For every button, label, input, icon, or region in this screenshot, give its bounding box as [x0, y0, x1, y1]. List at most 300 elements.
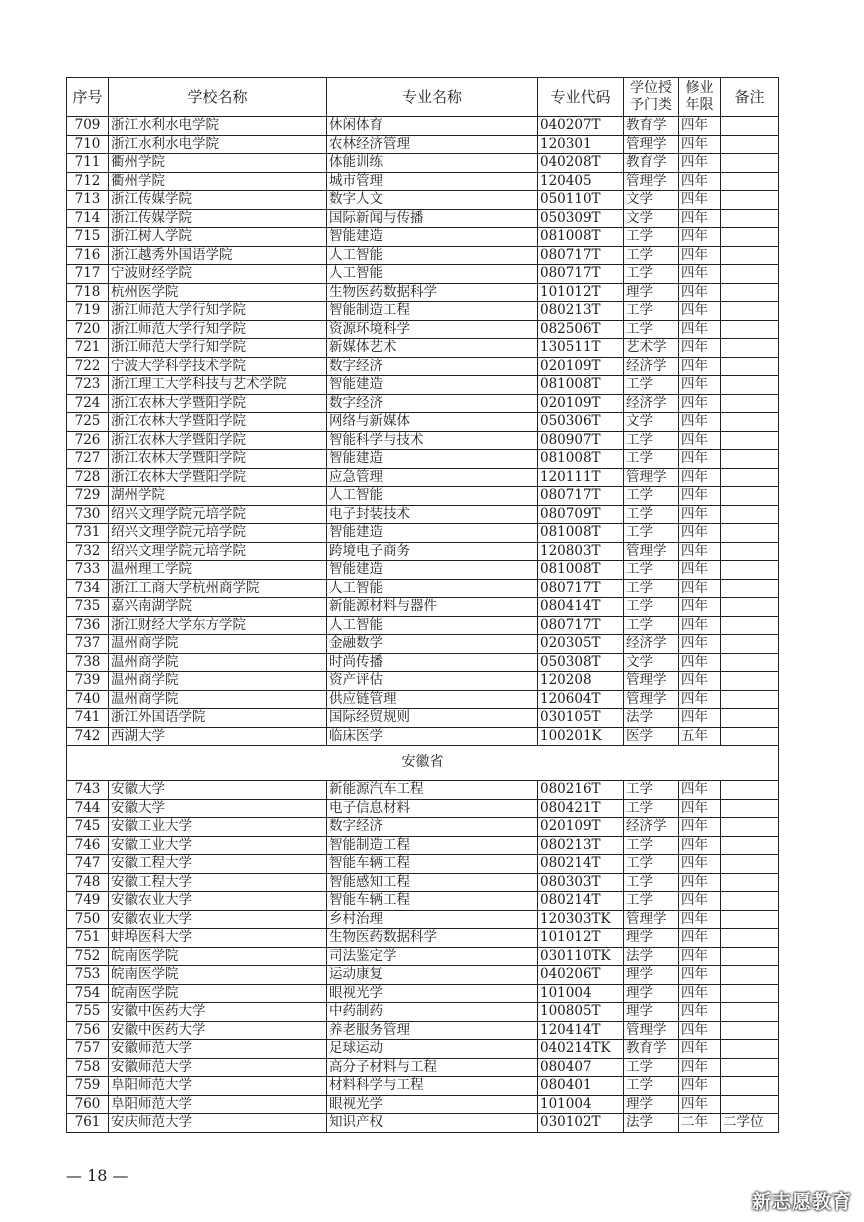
cell-degree: 法学: [624, 947, 679, 966]
cell-remark: [721, 1040, 779, 1059]
cell-major: 电子封装技术: [327, 505, 538, 524]
cell-degree: 工学: [624, 505, 679, 524]
cell-major: 智能建造: [327, 524, 538, 543]
cell-years: 四年: [679, 1003, 721, 1022]
cell-remark: [721, 892, 779, 911]
cell-code: 080717T: [538, 616, 624, 635]
cell-code: 080216T: [538, 781, 624, 800]
cell-remark: [721, 209, 779, 228]
header-years: 修业年限: [679, 78, 721, 117]
cell-degree: 工学: [624, 228, 679, 247]
cell-years: 四年: [679, 191, 721, 210]
cell-degree: 文学: [624, 191, 679, 210]
cell-code: 120405: [538, 172, 624, 191]
table-row: [67, 929, 779, 948]
table-row: [67, 265, 779, 284]
cell-remark: [721, 799, 779, 818]
cell-remark: [721, 910, 779, 929]
table-row: [67, 616, 779, 635]
cell-degree: 教育学: [624, 154, 679, 173]
cell-years: 四年: [679, 799, 721, 818]
cell-degree: 管理学: [624, 1021, 679, 1040]
cell-years: 四年: [679, 209, 721, 228]
cell-school: 浙江水利水电学院: [109, 135, 327, 154]
cell-school: 绍兴文理学院元培学院: [109, 542, 327, 561]
cell-code: 101004: [538, 984, 624, 1003]
zhejiang-rows: [67, 117, 779, 746]
cell-degree: 教育学: [624, 117, 679, 136]
cell-years: 四年: [679, 302, 721, 321]
table-row: [67, 818, 779, 837]
cell-degree: 管理学: [624, 135, 679, 154]
cell-index: 758: [67, 1058, 109, 1077]
cell-index: 739: [67, 672, 109, 691]
table-row: [67, 781, 779, 800]
cell-major: 智能建造: [327, 228, 538, 247]
cell-code: 100805T: [538, 1003, 624, 1022]
cell-index: 745: [67, 818, 109, 837]
cell-degree: 管理学: [624, 468, 679, 487]
cell-index: 710: [67, 135, 109, 154]
header-remark: 备注: [721, 78, 779, 117]
cell-code: 080303T: [538, 873, 624, 892]
cell-remark: [721, 1077, 779, 1096]
cell-index: 721: [67, 339, 109, 358]
cell-degree: 法学: [624, 709, 679, 728]
cell-degree: 理学: [624, 929, 679, 948]
cell-remark: [721, 781, 779, 800]
cell-degree: 工学: [624, 616, 679, 635]
cell-major: 供应链管理: [327, 690, 538, 709]
cell-years: 四年: [679, 929, 721, 948]
cell-degree: 理学: [624, 984, 679, 1003]
cell-major: 运动康复: [327, 966, 538, 985]
cell-index: 738: [67, 653, 109, 672]
cell-index: 722: [67, 357, 109, 376]
cell-remark: [721, 873, 779, 892]
cell-index: 716: [67, 246, 109, 265]
cell-school: 安徽师范大学: [109, 1058, 327, 1077]
cell-major: 知识产权: [327, 1114, 538, 1133]
table-row: [67, 320, 779, 339]
cell-years: 四年: [679, 487, 721, 506]
cell-years: 四年: [679, 1040, 721, 1059]
cell-remark: [721, 579, 779, 598]
cell-degree: 工学: [624, 265, 679, 284]
cell-degree: 工学: [624, 1077, 679, 1096]
cell-index: 761: [67, 1114, 109, 1133]
cell-years: 四年: [679, 505, 721, 524]
cell-code: 080213T: [538, 836, 624, 855]
cell-school: 安徽农业大学: [109, 892, 327, 911]
cell-major: 足球运动: [327, 1040, 538, 1059]
cell-major: 临床医学: [327, 727, 538, 746]
cell-degree: 工学: [624, 1058, 679, 1077]
cell-school: 浙江师范大学行知学院: [109, 302, 327, 321]
cell-index: 741: [67, 709, 109, 728]
cell-school: 浙江工商大学杭州商学院: [109, 579, 327, 598]
cell-remark: [721, 690, 779, 709]
cell-degree: 经济学: [624, 818, 679, 837]
cell-school: 衢州学院: [109, 154, 327, 173]
province-section: [67, 746, 779, 781]
cell-school: 安徽农业大学: [109, 910, 327, 929]
cell-degree: 理学: [624, 1003, 679, 1022]
cell-major: 人工智能: [327, 616, 538, 635]
header-index: 序号: [67, 78, 109, 117]
cell-index: 714: [67, 209, 109, 228]
cell-index: 735: [67, 598, 109, 617]
table-row: [67, 1095, 779, 1114]
cell-remark: [721, 818, 779, 837]
cell-major: 人工智能: [327, 265, 538, 284]
cell-code: 100201K: [538, 727, 624, 746]
cell-degree: 工学: [624, 376, 679, 395]
cell-code: 020109T: [538, 818, 624, 837]
cell-remark: [721, 376, 779, 395]
cell-index: 725: [67, 413, 109, 432]
cell-school: 宁波大学科学技术学院: [109, 357, 327, 376]
cell-degree: 文学: [624, 653, 679, 672]
cell-index: 732: [67, 542, 109, 561]
cell-major: 眼视光学: [327, 1095, 538, 1114]
cell-remark: [721, 172, 779, 191]
cell-index: 736: [67, 616, 109, 635]
cell-years: 四年: [679, 579, 721, 598]
cell-years: 四年: [679, 653, 721, 672]
cell-code: 050110T: [538, 191, 624, 210]
cell-degree: 经济学: [624, 635, 679, 654]
table-row: [67, 339, 779, 358]
province-heading: 安徽省: [67, 746, 779, 781]
cell-degree: 工学: [624, 855, 679, 874]
table-row: [67, 1077, 779, 1096]
header-school: 学校名称: [109, 78, 327, 117]
cell-years: 四年: [679, 1077, 721, 1096]
cell-years: 四年: [679, 413, 721, 432]
cell-major: 智能科学与技术: [327, 431, 538, 450]
table-row: [67, 357, 779, 376]
cell-degree: 管理学: [624, 910, 679, 929]
cell-index: 754: [67, 984, 109, 1003]
cell-remark: [721, 1095, 779, 1114]
cell-index: 719: [67, 302, 109, 321]
cell-code: 050308T: [538, 653, 624, 672]
table-row: [67, 228, 779, 247]
cell-major: 休闲体育: [327, 117, 538, 136]
cell-degree: 工学: [624, 524, 679, 543]
table-row: [67, 1021, 779, 1040]
table-row: [67, 1040, 779, 1059]
cell-major: 时尚传播: [327, 653, 538, 672]
cell-index: 757: [67, 1040, 109, 1059]
cell-remark: [721, 505, 779, 524]
cell-degree: 经济学: [624, 394, 679, 413]
header-code: 专业代码: [538, 78, 624, 117]
cell-degree: 艺术学: [624, 339, 679, 358]
cell-years: 四年: [679, 984, 721, 1003]
cell-remark: [721, 947, 779, 966]
cell-index: 729: [67, 487, 109, 506]
cell-years: 四年: [679, 117, 721, 136]
cell-index: 760: [67, 1095, 109, 1114]
cell-code: 080213T: [538, 302, 624, 321]
table-row: [67, 154, 779, 173]
cell-major: 国际新闻与传播: [327, 209, 538, 228]
cell-code: 120303TK: [538, 910, 624, 929]
cell-code: 082506T: [538, 320, 624, 339]
table-row: [67, 855, 779, 874]
cell-years: 四年: [679, 561, 721, 580]
cell-years: 四年: [679, 228, 721, 247]
cell-code: 081008T: [538, 228, 624, 247]
cell-school: 浙江农林大学暨阳学院: [109, 450, 327, 469]
cell-code: 020109T: [538, 357, 624, 376]
cell-index: 715: [67, 228, 109, 247]
cell-code: 120803T: [538, 542, 624, 561]
table-row: [67, 579, 779, 598]
cell-major: 智能制造工程: [327, 836, 538, 855]
cell-remark: [721, 302, 779, 321]
cell-index: 718: [67, 283, 109, 302]
table-row: [67, 172, 779, 191]
cell-remark: [721, 653, 779, 672]
cell-major: 数字经济: [327, 394, 538, 413]
cell-major: 体能训练: [327, 154, 538, 173]
cell-code: 030105T: [538, 709, 624, 728]
cell-index: 720: [67, 320, 109, 339]
cell-major: 电子信息材料: [327, 799, 538, 818]
cell-school: 安徽工程大学: [109, 873, 327, 892]
cell-school: 浙江传媒学院: [109, 209, 327, 228]
cell-years: 四年: [679, 616, 721, 635]
cell-code: 020305T: [538, 635, 624, 654]
cell-school: 杭州医学院: [109, 283, 327, 302]
cell-major: 人工智能: [327, 246, 538, 265]
cell-remark: [721, 984, 779, 1003]
table-row: [67, 1114, 779, 1133]
cell-years: 四年: [679, 339, 721, 358]
cell-degree: 工学: [624, 799, 679, 818]
cell-school: 阜阳师范大学: [109, 1095, 327, 1114]
cell-index: 753: [67, 966, 109, 985]
cell-degree: 工学: [624, 302, 679, 321]
cell-code: 130511T: [538, 339, 624, 358]
cell-degree: 医学: [624, 727, 679, 746]
cell-degree: 管理学: [624, 542, 679, 561]
cell-index: 723: [67, 376, 109, 395]
cell-index: 747: [67, 855, 109, 874]
cell-years: 四年: [679, 966, 721, 985]
cell-degree: 工学: [624, 450, 679, 469]
cell-years: 四年: [679, 910, 721, 929]
cell-remark: [721, 431, 779, 450]
cell-school: 安徽工业大学: [109, 818, 327, 837]
cell-school: 宁波财经学院: [109, 265, 327, 284]
cell-index: 740: [67, 690, 109, 709]
cell-major: 农林经济管理: [327, 135, 538, 154]
cell-code: 040214TK: [538, 1040, 624, 1059]
anhui-rows: [67, 781, 779, 1133]
cell-degree: 工学: [624, 873, 679, 892]
cell-years: 四年: [679, 376, 721, 395]
cell-degree: 文学: [624, 209, 679, 228]
cell-school: 绍兴文理学院元培学院: [109, 524, 327, 543]
cell-remark: [721, 966, 779, 985]
table-row: [67, 394, 779, 413]
cell-years: 四年: [679, 135, 721, 154]
cell-years: 四年: [679, 524, 721, 543]
cell-school: 温州商学院: [109, 635, 327, 654]
cell-school: 浙江农林大学暨阳学院: [109, 468, 327, 487]
cell-school: 浙江财经大学东方学院: [109, 616, 327, 635]
cell-code: 080414T: [538, 598, 624, 617]
cell-index: 726: [67, 431, 109, 450]
cell-major: 材料科学与工程: [327, 1077, 538, 1096]
cell-degree: 工学: [624, 598, 679, 617]
cell-code: 120208: [538, 672, 624, 691]
table-row: [67, 450, 779, 469]
cell-school: 浙江农林大学暨阳学院: [109, 431, 327, 450]
cell-code: 080407: [538, 1058, 624, 1077]
cell-degree: 工学: [624, 579, 679, 598]
cell-major: 乡村治理: [327, 910, 538, 929]
cell-major: 新媒体艺术: [327, 339, 538, 358]
cell-major: 养老服务管理: [327, 1021, 538, 1040]
cell-code: 080717T: [538, 579, 624, 598]
table-row: [67, 283, 779, 302]
cell-major: 城市管理: [327, 172, 538, 191]
cell-remark: [721, 524, 779, 543]
table-row: [67, 413, 779, 432]
cell-major: 智能车辆工程: [327, 855, 538, 874]
cell-major: 人工智能: [327, 487, 538, 506]
cell-remark: [721, 283, 779, 302]
table-row: [67, 873, 779, 892]
cell-degree: 管理学: [624, 672, 679, 691]
cell-index: 742: [67, 727, 109, 746]
cell-school: 浙江理工大学科技与艺术学院: [109, 376, 327, 395]
cell-remark: [721, 727, 779, 746]
cell-index: 759: [67, 1077, 109, 1096]
cell-code: 080717T: [538, 265, 624, 284]
cell-degree: 管理学: [624, 172, 679, 191]
cell-remark: [721, 228, 779, 247]
cell-remark: [721, 265, 779, 284]
table-row: [67, 635, 779, 654]
cell-remark: [721, 154, 779, 173]
cell-years: 四年: [679, 450, 721, 469]
cell-years: 四年: [679, 709, 721, 728]
cell-index: 749: [67, 892, 109, 911]
cell-years: 五年: [679, 727, 721, 746]
cell-remark: [721, 450, 779, 469]
table-row: [67, 191, 779, 210]
cell-years: 四年: [679, 1058, 721, 1077]
cell-degree: 工学: [624, 781, 679, 800]
cell-index: 743: [67, 781, 109, 800]
cell-years: 四年: [679, 635, 721, 654]
cell-school: 安徽工业大学: [109, 836, 327, 855]
cell-school: 安徽中医药大学: [109, 1003, 327, 1022]
cell-code: 101012T: [538, 929, 624, 948]
cell-remark: [721, 357, 779, 376]
watermark-logo: 新志愿教育: [751, 1191, 852, 1213]
table-header-row: [67, 78, 779, 117]
cell-code: 080709T: [538, 505, 624, 524]
cell-major: 司法鉴定学: [327, 947, 538, 966]
cell-index: 750: [67, 910, 109, 929]
cell-code: 080401: [538, 1077, 624, 1096]
cell-remark: [721, 339, 779, 358]
cell-index: 717: [67, 265, 109, 284]
cell-school: 浙江水利水电学院: [109, 117, 327, 136]
cell-major: 新能源材料与器件: [327, 598, 538, 617]
cell-code: 080421T: [538, 799, 624, 818]
cell-major: 智能建造: [327, 450, 538, 469]
cell-index: 756: [67, 1021, 109, 1040]
cell-code: 120414T: [538, 1021, 624, 1040]
cell-years: 四年: [679, 357, 721, 376]
cell-major: 网络与新媒体: [327, 413, 538, 432]
cell-code: 081008T: [538, 561, 624, 580]
cell-code: 101012T: [538, 283, 624, 302]
cell-school: 衢州学院: [109, 172, 327, 191]
cell-index: 748: [67, 873, 109, 892]
cell-school: 温州商学院: [109, 672, 327, 691]
cell-years: 四年: [679, 947, 721, 966]
cell-degree: 工学: [624, 320, 679, 339]
cell-code: 081008T: [538, 376, 624, 395]
cell-school: 蚌埠医科大学: [109, 929, 327, 948]
cell-years: 四年: [679, 855, 721, 874]
cell-school: 浙江外国语学院: [109, 709, 327, 728]
table-row: [67, 209, 779, 228]
cell-major: 生物医药数据科学: [327, 283, 538, 302]
cell-code: 040206T: [538, 966, 624, 985]
cell-major: 资源环境科学: [327, 320, 538, 339]
cell-major: 新能源汽车工程: [327, 781, 538, 800]
cell-degree: 理学: [624, 283, 679, 302]
cell-index: 727: [67, 450, 109, 469]
cell-major: 智能感知工程: [327, 873, 538, 892]
cell-years: 四年: [679, 431, 721, 450]
cell-remark: [721, 836, 779, 855]
cell-school: 安徽大学: [109, 781, 327, 800]
cell-years: 四年: [679, 320, 721, 339]
cell-remark: [721, 394, 779, 413]
cell-remark: [721, 1058, 779, 1077]
cell-degree: 理学: [624, 966, 679, 985]
header-degree: 学位授予门类: [624, 78, 679, 117]
table-row: [67, 246, 779, 265]
page-number: — 18 —: [66, 1166, 129, 1185]
cell-remark: [721, 1003, 779, 1022]
cell-major: 数字人文: [327, 191, 538, 210]
table-row: [67, 727, 779, 746]
cell-remark: [721, 413, 779, 432]
cell-major: 跨境电子商务: [327, 542, 538, 561]
cell-index: 724: [67, 394, 109, 413]
cell-code: 020109T: [538, 394, 624, 413]
cell-index: 711: [67, 154, 109, 173]
table-row: [67, 1003, 779, 1022]
cell-school: 浙江越秀外国语学院: [109, 246, 327, 265]
cell-index: 733: [67, 561, 109, 580]
cell-major: 生物医药数据科学: [327, 929, 538, 948]
table-row: [67, 431, 779, 450]
cell-major: 高分子材料与工程: [327, 1058, 538, 1077]
